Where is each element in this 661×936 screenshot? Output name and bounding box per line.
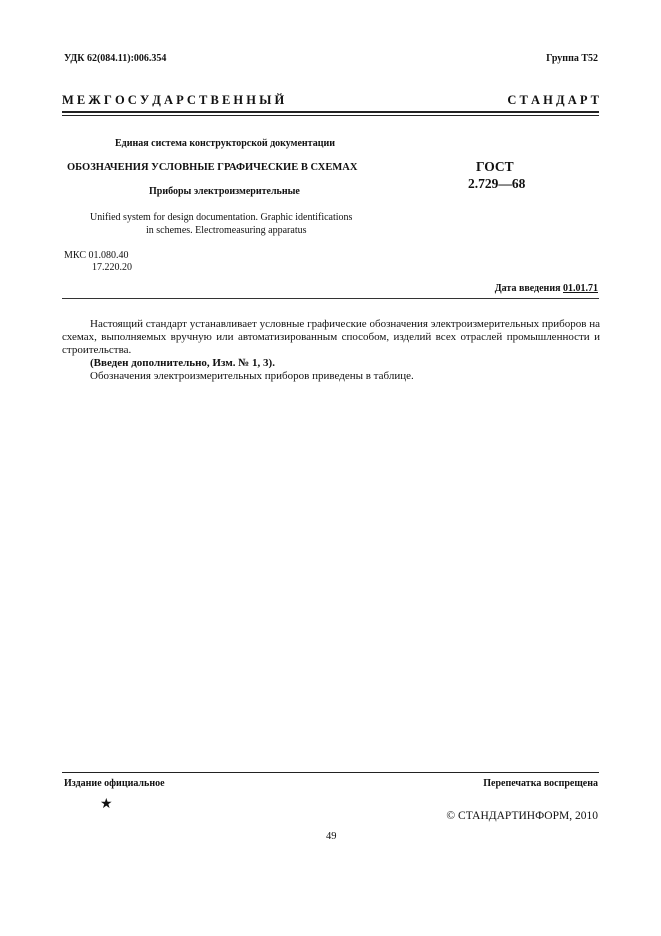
amendment-note: (Введен дополнительно, Изм. № 1, 3). — [90, 357, 275, 369]
mks-line2: 17.220.20 — [92, 262, 132, 273]
english-title-line1: Unified system for design documentation. Graphic identifications — [90, 212, 353, 223]
system-name: Единая система конструкторской документации — [115, 138, 335, 149]
banner-rule — [62, 111, 599, 113]
introduction-date-label: Дата введения — [494, 283, 561, 294]
udc-code: УДК 62(084.11):006.354 — [64, 53, 167, 64]
document-subtitle: Приборы электроизмерительные — [149, 186, 300, 197]
section-rule — [62, 298, 599, 299]
gost-designation — [468, 158, 525, 192]
mks-codes — [64, 250, 132, 274]
english-title — [90, 211, 352, 237]
standard-banner — [62, 93, 599, 108]
star-icon: ★ — [100, 797, 113, 812]
official-edition: Издание официальное — [64, 778, 165, 789]
english-title-line2: in schemes. Electromeasuring apparatus — [146, 225, 307, 236]
mks-line1: МКС 01.080.40 — [64, 250, 129, 261]
reprint-prohibited: Перепечатка воспрещена — [483, 778, 598, 789]
banner-word-interstate: М Е Ж Г О С У Д А Р С Т В Е Н Н Ы Й — [62, 93, 285, 107]
introduction-date-value: 01.01.71 — [563, 283, 598, 294]
document-title: ОБОЗНАЧЕНИЯ УСЛОВНЫЕ ГРАФИЧЕСКИЕ В СХЕМАХ — [67, 162, 358, 173]
body-paragraph: Настоящий стандарт устанавливает условные графические обозначения электроизмерительных приборов на схемах, выполняемых вручную или автоматизированным способом, изделий всех отраслей промышленности и строительства. — [62, 318, 600, 356]
body-paragraph: Обозначения электроизмерительных приборов приведены в таблице. — [90, 370, 414, 382]
page-number: 49 — [326, 831, 337, 842]
footer-rule — [62, 772, 599, 773]
banner-rule-thin — [62, 115, 599, 116]
banner-word-standard: С Т А Н Д А Р Т — [507, 93, 599, 107]
group-code: Группа Т52 — [546, 53, 598, 64]
copyright-notice: © СТАНДАРТИНФОРМ, 2010 — [446, 810, 598, 822]
introduction-date — [495, 283, 598, 294]
gost-number: 2.729—68 — [468, 176, 526, 191]
body-text — [62, 318, 600, 383]
gost-label: ГОСТ — [476, 159, 514, 174]
